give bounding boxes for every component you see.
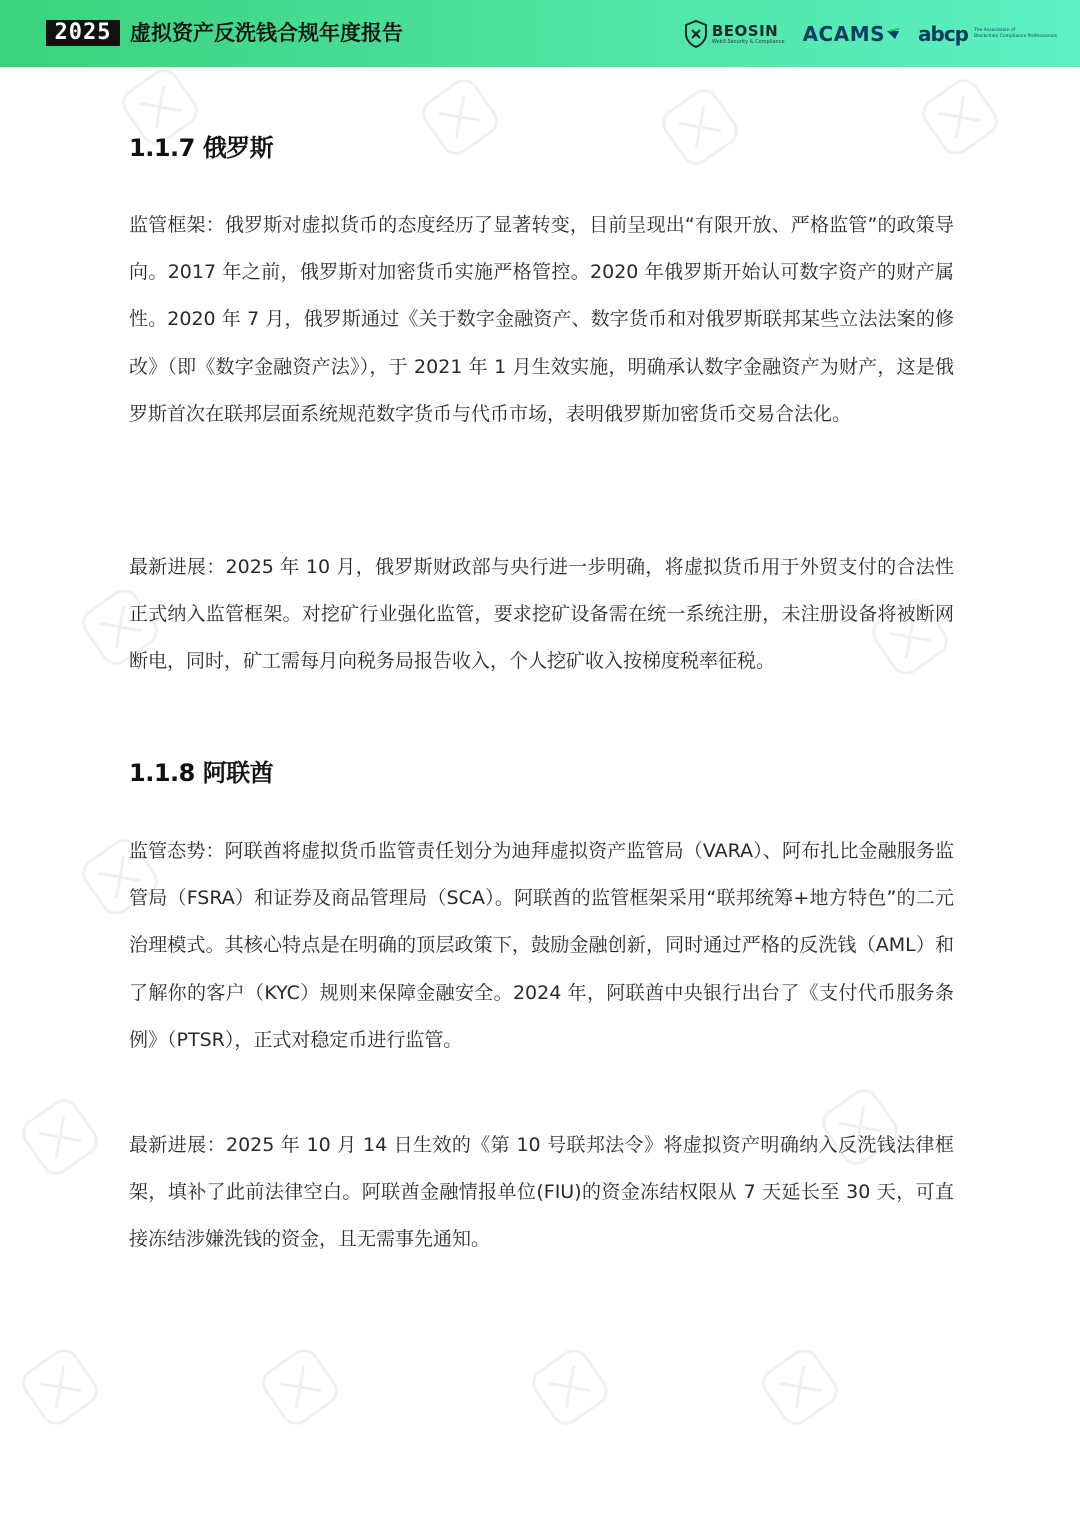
report-header (0, 0, 1080, 67)
russia-latest-progress: 最新进展：2025 年 10 月，俄罗斯财政部与央行进一步明确，将虚拟货币用于外贸支付的合法性正式纳入监管框架。对挖矿行业强化监管，要求挖矿设备需在统一系统注册，未注册设备将被断网断电，同时，矿工需每月向税务局报告收入，个人挖矿收入按梯度税率征税。 (129, 556, 954, 673)
section-heading-uae: 1.1.8 阿联酋 (129, 759, 274, 787)
uae-regulatory-stance: 监管态势：阿联酋将虚拟货币监管责任划分为迪拜虚拟资产监管局（VARA）、阿布扎比金融服务监管局（FSRA）和证券及商品管理局（SCA）。阿联酋的监管框架采用“联邦统筹+地方特色”的二元治理模式。其核心特点是在明确的顶层政策下，鼓励金融创新，同时通过严格的反洗钱（AML）和了解你的客户（KYC）规则来保障金融安全。2024 年，阿联酋中央银行出台了《支付代币服务条例》（PTSR），正式对稳定币进行监管。 (129, 840, 954, 1051)
acams-name: ACAMS (802, 22, 886, 46)
acams-swoosh-icon (886, 27, 900, 41)
uae-latest-progress: 最新进展：2025 年 10 月 14 日生效的《第 10 号联邦法令》将虚拟资产明确纳入反洗钱法律框架，填补了此前法律空白。阿联酋金融情报单位(FIU)的资金冻结权限从 7 天延长至 30 天，可直接冻结涉嫌洗钱的资金，且无需事先通知。 (129, 1134, 954, 1251)
section-heading-russia: 1.1.7 俄罗斯 (129, 134, 274, 162)
abcp-sub-line2: Blockchain Compliance Professionals (974, 34, 1058, 39)
partner-logos (684, 16, 1058, 52)
acams-logo (803, 22, 900, 46)
abcp-name: abcp (918, 22, 968, 46)
beosin-tagline: Web3 Security & Compliance (711, 38, 785, 45)
beosin-shield-icon (684, 20, 708, 48)
abcp-sub-line1: The Association of (974, 28, 1016, 33)
beosin-name: BEOSIN (711, 21, 779, 40)
beosin-logo (684, 20, 785, 48)
year-badge: 2025 (46, 20, 120, 46)
abcp-logo (918, 22, 1058, 46)
russia-regulatory-framework: 监管框架：俄罗斯对虚拟货币的态度经历了显著转变，目前呈现出“有限开放、严格监管”的政策导向。2017 年之前，俄罗斯对加密货币实施严格管控。2020 年俄罗斯开始认可数字资产的财产属性。2020 年 7 月，俄罗斯通过《关于数字金融资产、数字货币和对俄罗斯联邦某些立法法案的修改》（即《数字金融资产法》），于 2021 年 1 月生效实施，明确承认数字金融资产为财产，这是俄罗斯首次在联邦层面系统规范数字货币与代币市场，表明俄罗斯加密货币交易合法化。 (129, 214, 954, 425)
report-title: 虚拟资产反洗钱合规年度报告 (130, 21, 403, 45)
